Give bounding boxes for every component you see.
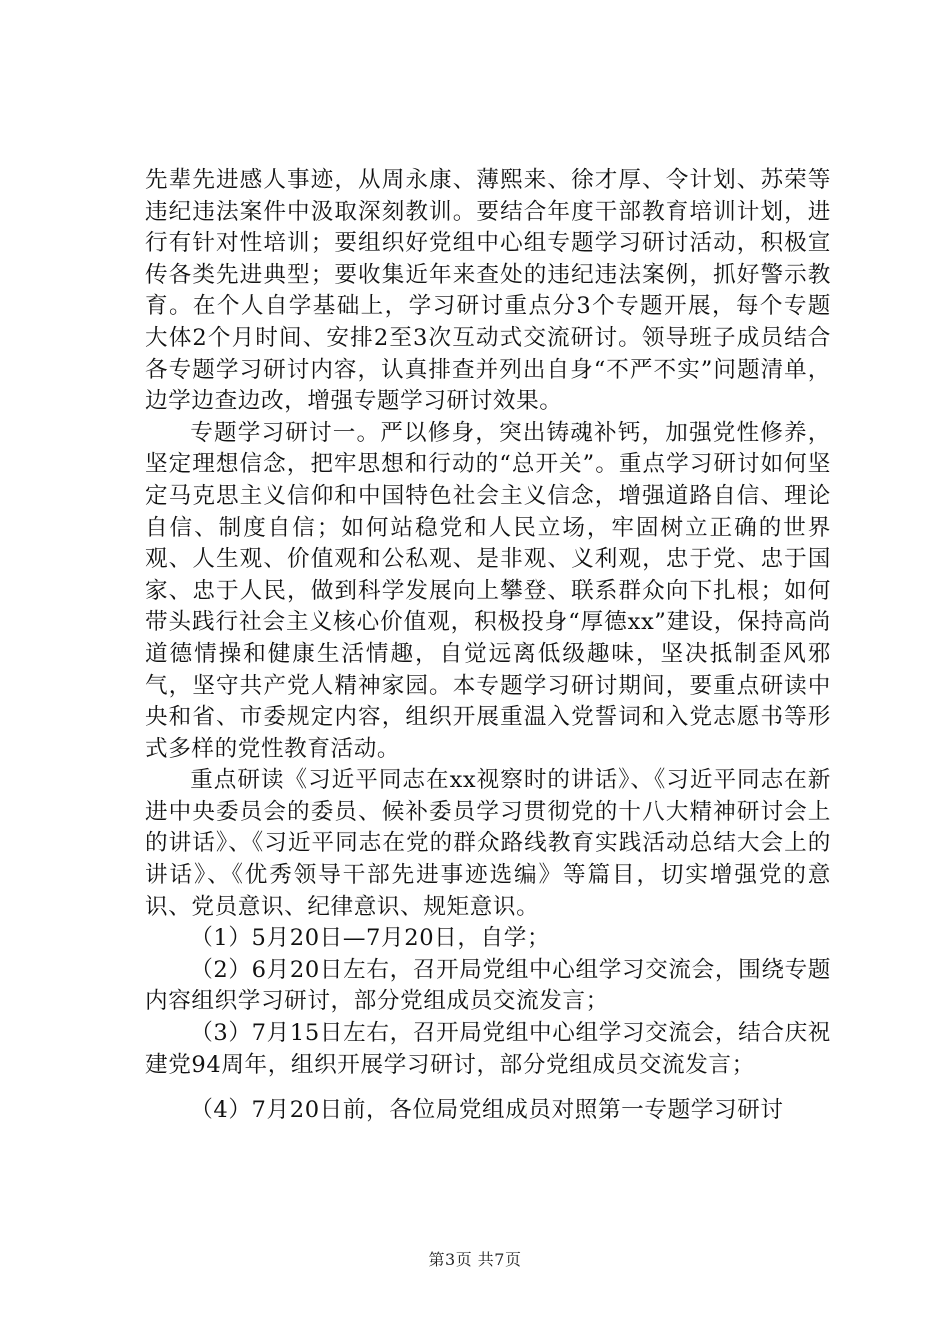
schedule-item-1: （1）5月20日—7月20日，自学； xyxy=(190,925,551,952)
document-body xyxy=(145,165,831,1127)
schedule-item-2: （2）6月20日左右，召开局党组中心组学习交流会，围绕专题内容组织学习研讨，部分党组成员交流发言； xyxy=(145,956,831,1015)
page-footer: 第3页 共7页 xyxy=(428,1250,522,1269)
schedule-item-3: （3）7月15日左右，召开局党组中心组学习交流会，结合庆祝建党94周年，组织开展学习研讨，部分党组成员交流发言； xyxy=(145,1020,831,1078)
paragraph-reading-list: 重点研读《习近平同志在xx视察时的讲话》、《习近平同志在新进中央委员会的委员、候补委员学习贯彻党的十八大精神研讨会上的讲话》、《习近平同志在党的群众路线教育实践活动总结大会上的讲话》、《优秀领导干部先进事迹选编》等篇目，切实增强党的意识、党员意识、纪律意识、规矩意识。 xyxy=(145,767,831,920)
paragraph-continuation: 先辈先进感人事迹，从周永康、薄熙来、徐才厚、令计划、苏荣等违纪违法案件中汲取深刻教训。要结合年度干部教育培训计划，进行有针对性培训；要组织好党组中心组专题学习研讨活动，积极宣传各类先进典型；要收集近年来查处的违纪违法案例，抓好警示教育。在个人自学基础上，学习研讨重点分3个专题开展，每个专题大体2个月时间、安排2至3次互动式交流研讨。领导班子成员结合各专题学习研讨内容，认真排查并列出自身“不严不实”问题清单，边学边查边改，增强专题学习研讨效果。 xyxy=(145,167,831,415)
schedule-item-4: （4）7月20日前，各位局党组成员对照第一专题学习研讨 xyxy=(190,1097,784,1124)
paragraph-topic-one: 专题学习研讨一。严以修身，突出铸魂补钙，加强党性修养，坚定理想信念，把牢思想和行动的“总开关”。重点学习研讨如何坚定马克思主义信仰和中国特色社会主义信念，增强道路自信、理论自信、制度自信；如何站稳党和人民立场，牢固树立正确的世界观、人生观、价值观和公私观、是非观、义利观，忠于党、忠于国家、忠于人民，做到科学发展向上攀登、联系群众向下扎根；如何带头践行社会主义核心价值观，积极投身“厚德xx”建设，保持高尚道德情操和健康生活情趣，自觉远离低级趣味，坚决抵制歪风邪气，坚守共产党人精神家园。本专题学习研讨期间，要重点研读中央和省、市委规定内容，组织开展重温入党誓词和入党志愿书等形式多样的党性教育活动。 xyxy=(145,419,831,762)
